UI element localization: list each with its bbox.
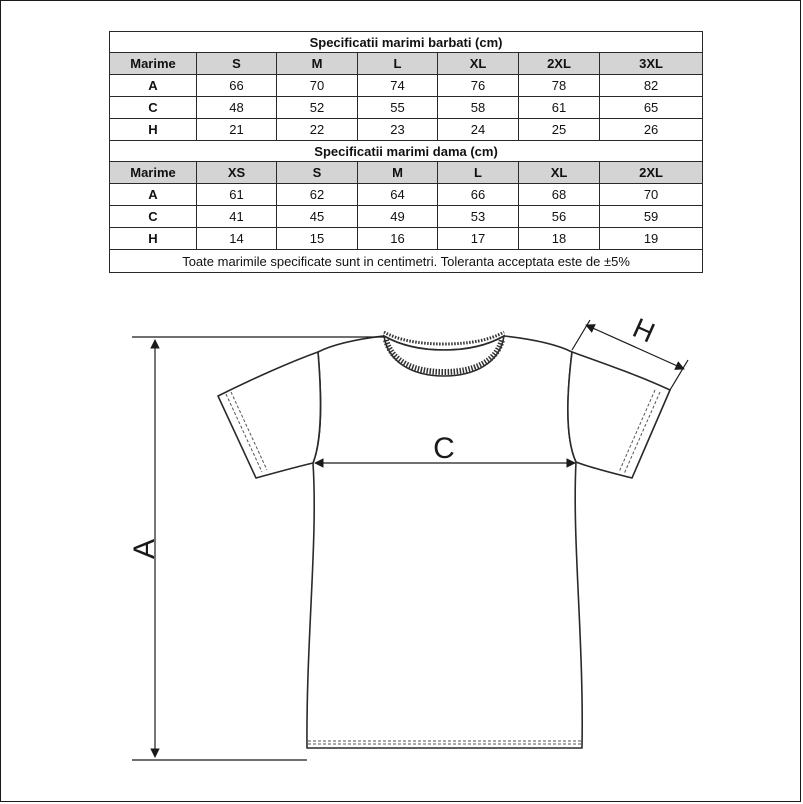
measure-value: 74 — [358, 75, 438, 97]
header-label: Marime — [110, 162, 197, 184]
measure-value: 23 — [358, 119, 438, 141]
measure-value: 24 — [438, 119, 519, 141]
measure-value: 19 — [600, 228, 703, 250]
measure-value: 70 — [277, 75, 358, 97]
size-header: 3XL — [600, 53, 703, 75]
measure-value: 78 — [519, 75, 600, 97]
measure-label: H — [110, 228, 197, 250]
measure-value: 25 — [519, 119, 600, 141]
table-header-row — [110, 53, 703, 75]
size-header: M — [277, 53, 358, 75]
size-header: XL — [519, 162, 600, 184]
table-row — [110, 228, 703, 250]
measure-value: 22 — [277, 119, 358, 141]
measure-value: 58 — [438, 97, 519, 119]
measure-value: 48 — [197, 97, 277, 119]
table-row — [110, 184, 703, 206]
table-title: Specificatii marimi barbati (cm) — [110, 32, 703, 53]
measure-value: 18 — [519, 228, 600, 250]
measure-value: 64 — [358, 184, 438, 206]
dimension-h-label: H — [628, 312, 660, 349]
measure-value: 70 — [600, 184, 703, 206]
header-label: Marime — [110, 53, 197, 75]
measure-value: 21 — [197, 119, 277, 141]
size-header: L — [358, 53, 438, 75]
measure-value: 56 — [519, 206, 600, 228]
tolerance-note: Toate marimile specificate sunt in centimetri. Toleranta acceptata este de ±5% — [110, 250, 703, 273]
table-row — [110, 119, 703, 141]
table-title-row — [110, 32, 703, 53]
measure-value: 15 — [277, 228, 358, 250]
size-header: XS — [197, 162, 277, 184]
table-row — [110, 206, 703, 228]
table-title-row — [110, 141, 703, 162]
measure-value: 66 — [438, 184, 519, 206]
size-header: 2XL — [519, 53, 600, 75]
measure-value: 62 — [277, 184, 358, 206]
measure-label: C — [110, 206, 197, 228]
measure-value: 52 — [277, 97, 358, 119]
dimension-a-label: A — [128, 538, 161, 560]
measure-value: 65 — [600, 97, 703, 119]
measure-label: C — [110, 97, 197, 119]
measure-label: A — [110, 184, 197, 206]
measure-value: 82 — [600, 75, 703, 97]
table-header-row — [110, 162, 703, 184]
measure-value: 59 — [600, 206, 703, 228]
size-header: S — [197, 53, 277, 75]
table-row — [110, 97, 703, 119]
size-header: 2XL — [600, 162, 703, 184]
right-sleeve — [568, 352, 670, 478]
size-header: S — [277, 162, 358, 184]
measure-label: H — [110, 119, 197, 141]
measure-value: 68 — [519, 184, 600, 206]
measure-value: 17 — [438, 228, 519, 250]
measure-value: 45 — [277, 206, 358, 228]
size-header: M — [358, 162, 438, 184]
tshirt-outline — [218, 336, 670, 748]
dimension-c-label: C — [433, 432, 455, 465]
measure-value: 41 — [197, 206, 277, 228]
size-header: XL — [438, 53, 519, 75]
table-row — [110, 75, 703, 97]
tshirt-diagram — [0, 290, 803, 790]
size-spec-table — [109, 31, 703, 273]
measure-value: 55 — [358, 97, 438, 119]
measure-value: 61 — [519, 97, 600, 119]
measure-value: 26 — [600, 119, 703, 141]
measure-value: 61 — [197, 184, 277, 206]
left-sleeve — [218, 352, 321, 478]
note-row — [110, 250, 703, 273]
measure-value: 76 — [438, 75, 519, 97]
measure-value: 14 — [197, 228, 277, 250]
size-header: L — [438, 162, 519, 184]
measure-value: 16 — [358, 228, 438, 250]
tshirt-body — [307, 336, 582, 748]
measure-value: 49 — [358, 206, 438, 228]
measure-value: 66 — [197, 75, 277, 97]
table-title: Specificatii marimi dama (cm) — [110, 141, 703, 162]
measure-value: 53 — [438, 206, 519, 228]
measure-label: A — [110, 75, 197, 97]
